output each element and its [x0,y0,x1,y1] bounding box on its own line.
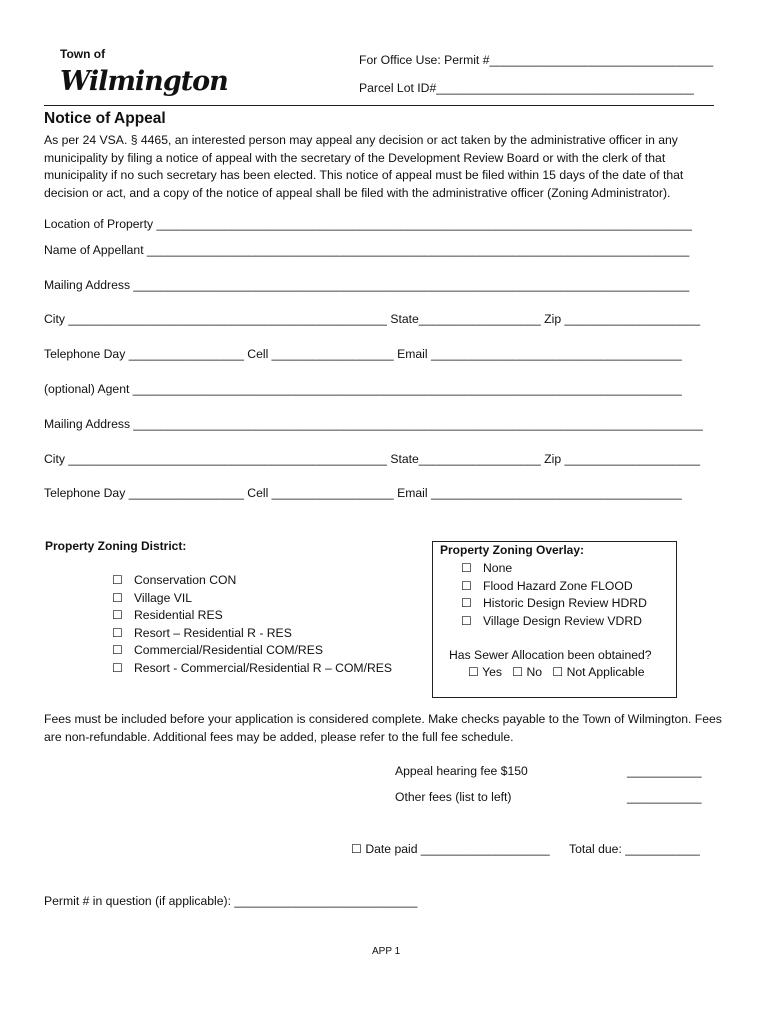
fees-paragraph: Fees must be included before your application is considered complete. Make checks payable to the Town of Wilmington. Fees are non-refundable. Additional fees may be added, please refer to the full fee schedule. [44,712,722,744]
intro-paragraph: As per 24 VSA. § 4465, an interested person may appeal any decision or act taken by the administrative officer in any municipality by filing a notice of appeal with the secretary of the Development Review Board or with the clerk of that municipality if no such secretary has been elected. This notice of appeal must be filed within 15 days of the date of that decision or act, and a copy of the notice of appeal shall be filed with the administrative officer (Zoning Administrator). [44,133,684,200]
sewer-yes-label: Yes [482,665,502,679]
checkbox-icon[interactable]: ☐ [112,590,123,605]
overlay-option[interactable]: ☐ Historic Design Review HDRD [461,595,647,613]
zoning-option[interactable]: ☐ Resort - Commercial/Residential R – COM/RES [112,660,392,678]
appeal-hearing-fee-label: Appeal hearing fee $150 [395,764,528,778]
checkbox-icon[interactable]: ☐ [461,596,472,610]
agent-telephone-cell-email-field[interactable]: Telephone Day _________________ Cell __________________ Email _____________________________________ [44,486,682,500]
zoning-overlay-title: Property Zoning Overlay: [440,543,585,557]
checkbox-icon[interactable]: ☐ [461,561,472,575]
overlay-option[interactable]: ☐ Flood Hazard Zone FLOOD [461,578,647,596]
checkbox-icon[interactable]: ☐ [112,625,123,640]
date-paid-row [351,842,550,856]
checkbox-icon[interactable]: ☐ [112,660,123,675]
permit-in-question-field[interactable]: Permit # in question (if applicable): ___________________________ [44,894,418,908]
total-due-field[interactable]: Total due: ___________ [569,842,700,856]
checkbox-icon[interactable]: ☐ [112,643,123,657]
page-title: Notice of Appeal [44,110,166,127]
telephone-cell-email-field[interactable]: Telephone Day _________________ Cell __________________ Email _____________________________________ [44,347,682,361]
other-fees-label: Other fees (list to left) [395,790,512,804]
checkbox-icon[interactable]: ☐ [351,842,362,856]
checkbox-icon[interactable]: ☐ [461,613,472,628]
zoning-district-title: Property Zoning District: [45,539,187,553]
checkbox-icon[interactable]: ☐ [512,665,524,679]
agent-mailing-address-field[interactable]: Mailing Address ____________________________________________________________________________________ [44,417,703,431]
zoning-option[interactable]: ☐ Village VIL [112,590,392,608]
location-of-property-field[interactable]: Location of Property _______________________________________________________________________________ [44,217,692,231]
checkbox-icon[interactable]: ☐ [112,573,123,587]
zoning-option[interactable]: ☐ Conservation CON [112,572,392,590]
zoning-option[interactable]: ☐ Resort – Residential R - RES [112,625,392,643]
mailing-address-field[interactable]: Mailing Address __________________________________________________________________________________ [44,278,690,292]
parcel-lot-id-field[interactable]: Parcel Lot ID#______________________________________ [359,81,694,95]
sewer-no-label: No [526,665,543,679]
other-fees-field[interactable]: ___________ [627,790,702,804]
zoning-option[interactable]: ☐ Residential RES [112,607,392,625]
zoning-district-list [112,572,392,677]
checkbox-icon[interactable]: ☐ [112,608,123,622]
office-permit-field[interactable]: For Office Use: Permit #_________________________________ [359,53,714,67]
zoning-overlay-list [461,560,647,630]
overlay-option[interactable]: ☐ None [461,560,647,578]
wilmington-logo: Wilmington [60,66,228,97]
date-paid-field[interactable]: Date paid ___________________ [365,842,550,856]
sewer-allocation-options [468,665,645,679]
header-divider [44,105,714,106]
checkbox-icon[interactable]: ☐ [552,665,564,679]
checkbox-icon[interactable]: ☐ [461,578,472,593]
checkbox-icon[interactable]: ☐ [468,665,479,679]
appeal-hearing-fee-field[interactable]: ___________ [627,764,702,778]
name-of-appellant-field[interactable]: Name of Appellant ________________________________________________________________________________ [44,243,690,257]
zoning-option[interactable]: ☐ Commercial/Residential COM/RES [112,642,392,660]
page-number: APP 1 [372,946,401,957]
agent-field[interactable]: (optional) Agent _________________________________________________________________________________ [44,382,682,396]
overlay-option[interactable]: ☐ Village Design Review VDRD [461,613,647,631]
town-of-label: Town of [60,47,106,61]
sewer-na-label: Not Applicable [566,665,645,679]
agent-city-state-zip-field[interactable]: City _______________________________________________ State__________________ Zip ____________________ [44,452,701,466]
city-state-zip-field[interactable]: City _______________________________________________ State__________________ Zip ____________________ [44,312,701,326]
sewer-allocation-question: Has Sewer Allocation been obtained? [449,648,652,662]
